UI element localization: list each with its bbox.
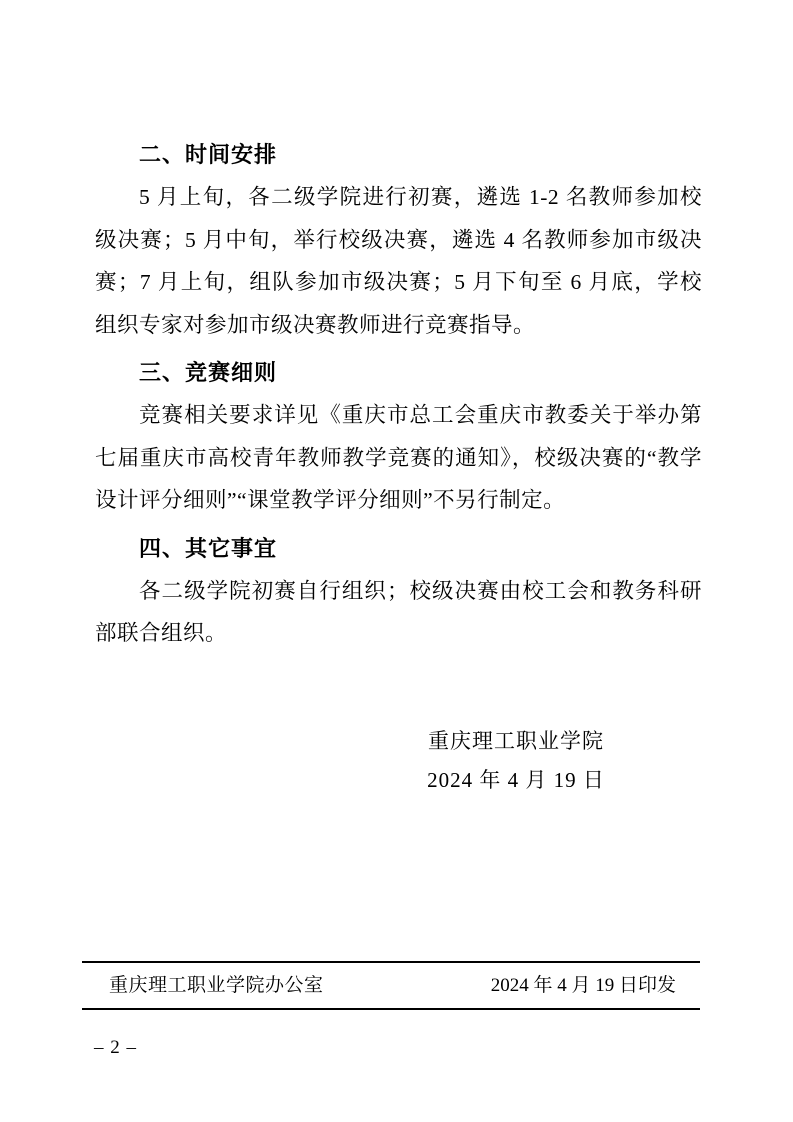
signature-organization: 重庆理工职业学院 — [428, 729, 604, 753]
signature-block — [366, 722, 666, 800]
footer-row — [82, 972, 700, 1000]
footer-print-date: 2024 年 4 月 19 日印发 — [490, 975, 676, 996]
footer-issuing-office: 重庆理工职业学院办公室 — [109, 975, 324, 996]
footer-divider-bottom — [82, 1008, 700, 1010]
section-paragraph-time-arrangement: 5 月上旬，各二级学院进行初赛，遴选 1-2 名教师参加校级决赛；5 月中旬，举行校级决赛，遴选 4 名教师参加市级决赛；7 月上旬，组队参加市级决赛；5 月下旬至 6 月底，学校组织专家对参加市级决赛教师进行竞赛指导。 — [95, 185, 702, 337]
section-paragraph-competition-rules: 竞赛相关要求详见《重庆市总工会重庆市教委关于举办第七届重庆市高校青年教师教学竞赛的通知》，校级决赛的“教学设计评分细则”“课堂教学评分细则”不另行制定。 — [95, 403, 702, 512]
page-number: – 2 – — [94, 1037, 137, 1058]
section-paragraph-other-matters: 各二级学院初赛自行组织；校级决赛由校工会和教务科研部联合组织。 — [95, 578, 702, 645]
section-heading-time-arrangement: 二、时间安排 — [139, 142, 278, 167]
signature-date: 2024 年 4 月 19 日 — [427, 768, 605, 792]
section-heading-other-matters: 四、其它事宜 — [139, 535, 278, 561]
document-body — [95, 133, 702, 655]
footer-divider-top — [82, 961, 700, 963]
section-heading-competition-rules: 三、竞赛细则 — [139, 360, 278, 385]
